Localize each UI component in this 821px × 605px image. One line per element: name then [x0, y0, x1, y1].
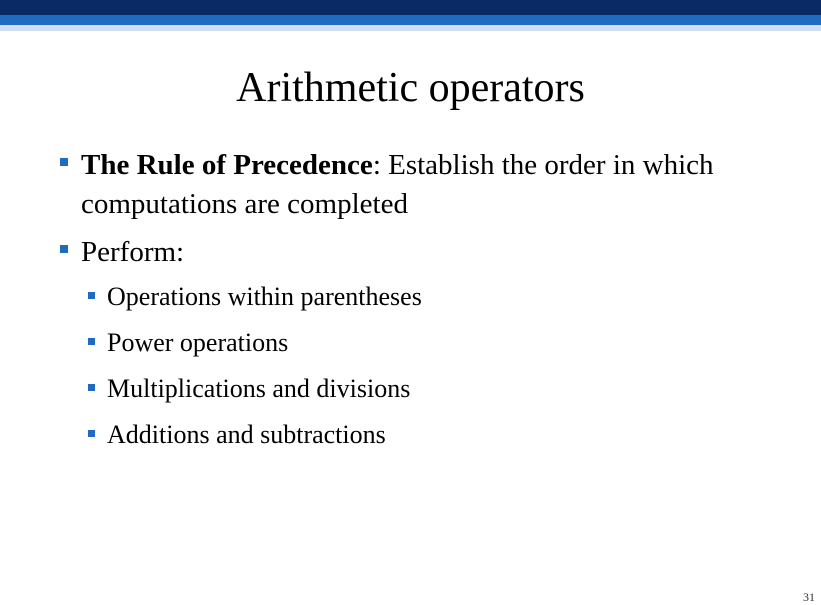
- square-bullet-icon: [88, 384, 95, 391]
- bullet-list: [56, 146, 776, 464]
- sub-bullet-text: Operations within parentheses: [107, 282, 422, 311]
- square-bullet-icon: [88, 430, 95, 437]
- rule-of-precedence-definition: : Establish the order in which computations are completed: [81, 149, 714, 220]
- square-bullet-icon: [60, 245, 68, 253]
- sub-bullet-multiplication: [81, 372, 776, 406]
- perform-sub-list: [81, 280, 776, 452]
- slide-title: Arithmetic operators: [236, 65, 585, 111]
- page-number: 31: [803, 590, 815, 604]
- square-bullet-icon: [88, 338, 95, 345]
- sub-bullet-addition: [81, 418, 776, 452]
- bullet-perform: [56, 233, 776, 452]
- sub-bullet-text: Additions and subtractions: [107, 420, 386, 449]
- sub-bullet-text: Power operations: [107, 328, 289, 357]
- sub-bullet-text: Multiplications and divisions: [107, 374, 411, 403]
- bullet-rule-of-precedence: [56, 146, 776, 224]
- header-band-light: [0, 25, 821, 31]
- rule-of-precedence-term: The Rule of Precedence: [81, 149, 373, 181]
- square-bullet-icon: [88, 292, 95, 299]
- square-bullet-icon: [60, 158, 68, 166]
- sub-bullet-parentheses: [81, 280, 776, 314]
- perform-label: Perform:: [81, 236, 185, 268]
- header-band-mid: [0, 15, 821, 25]
- header-band-dark: [0, 0, 821, 15]
- sub-bullet-power: [81, 326, 776, 360]
